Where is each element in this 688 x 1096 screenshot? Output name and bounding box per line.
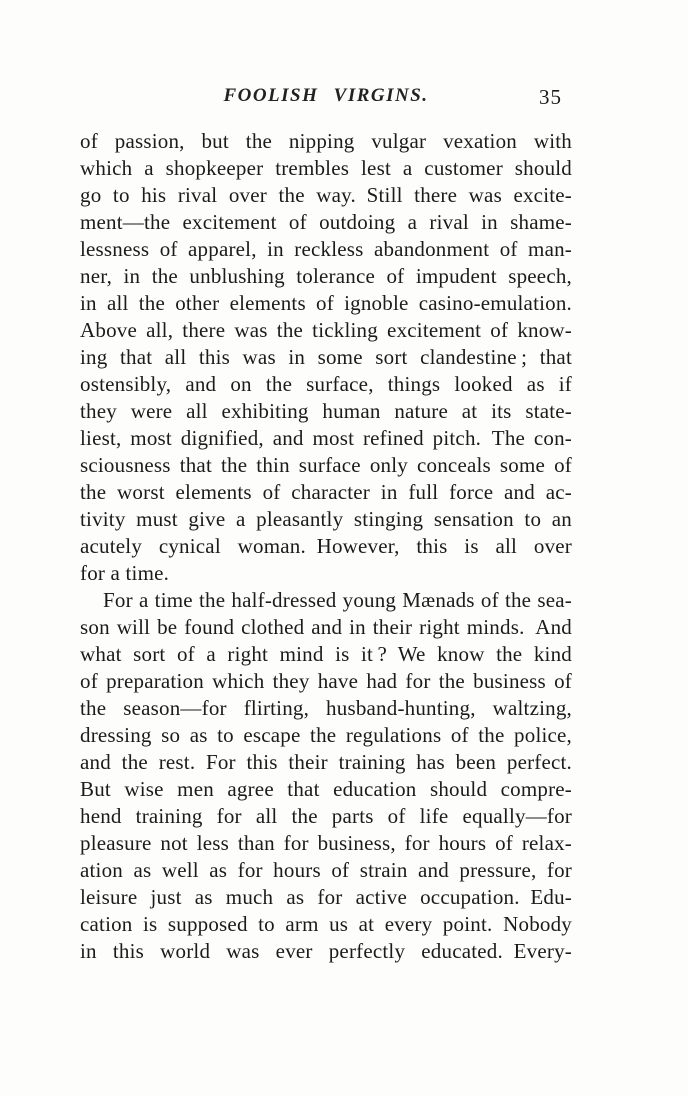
text-line: of preparation which they have had for the business of bbox=[80, 669, 572, 693]
running-head bbox=[80, 85, 572, 111]
text-line: ostensibly, and on the surface, things looked as if bbox=[80, 372, 572, 396]
text-line: ner, in the unblushing tolerance of impudent speech, bbox=[80, 264, 572, 288]
paragraph bbox=[80, 128, 572, 587]
text-line: ing that all this was in some sort clandestine ; that bbox=[80, 345, 572, 369]
text-line: of passion, but the nipping vulgar vexation with bbox=[80, 129, 572, 153]
text-line: they were all exhibiting human nature at its state- bbox=[80, 399, 572, 423]
text-line: For a time the half-dressed young Mænads of the sea- bbox=[103, 588, 572, 612]
text-line: acutely cynical woman. However, this is all over bbox=[80, 534, 572, 558]
text-line: dressing so as to escape the regulations of the police, bbox=[80, 723, 572, 747]
text-line: lessness of apparel, in reckless abandonment of man- bbox=[80, 237, 572, 261]
paragraph bbox=[80, 587, 572, 965]
text-line: in all the other elements of ignoble casino-emulation. bbox=[80, 291, 572, 315]
text-line: the season—for flirting, husband-hunting, waltzing, bbox=[80, 696, 572, 720]
text-line: ment—the excitement of outdoing a rival in shame- bbox=[80, 210, 572, 234]
text-line: hend training for all the parts of life equally—for bbox=[80, 804, 572, 828]
text-line: But wise men agree that education should compre- bbox=[80, 777, 572, 801]
text-line: in this world was ever perfectly educated. Every- bbox=[80, 939, 572, 963]
page-number: 35 bbox=[539, 85, 562, 109]
text-line: Above all, there was the tickling excitement of know- bbox=[80, 318, 572, 342]
text-line: the worst elements of character in full force and ac- bbox=[80, 480, 572, 504]
text-line: son will be found clothed and in their right minds. And bbox=[80, 615, 572, 639]
text-line: sciousness that the thin surface only conceals some of bbox=[80, 453, 572, 477]
text-line: which a shopkeeper trembles lest a customer should bbox=[80, 156, 572, 180]
text-line: ation as well as for hours of strain and pressure, for bbox=[80, 858, 572, 882]
text-line: go to his rival over the way. Still there was excite- bbox=[80, 183, 572, 207]
text-line: liest, most dignified, and most refined pitch. The con- bbox=[80, 426, 572, 450]
body-text bbox=[80, 128, 572, 965]
text-line: tivity must give a pleasantly stinging sensation to an bbox=[80, 507, 572, 531]
text-line: leisure just as much as for active occupation. Edu- bbox=[80, 885, 572, 909]
page-header-title: FOOLISH VIRGINS. bbox=[223, 85, 429, 106]
text-line: what sort of a right mind is it ? We know the kind bbox=[80, 642, 572, 666]
text-line: pleasure not less than for business, for hours of relax- bbox=[80, 831, 572, 855]
text-line: for a time. bbox=[80, 561, 170, 585]
text-line: and the rest. For this their training has been perfect. bbox=[80, 750, 572, 774]
text-line: cation is supposed to arm us at every point. Nobody bbox=[80, 912, 572, 936]
